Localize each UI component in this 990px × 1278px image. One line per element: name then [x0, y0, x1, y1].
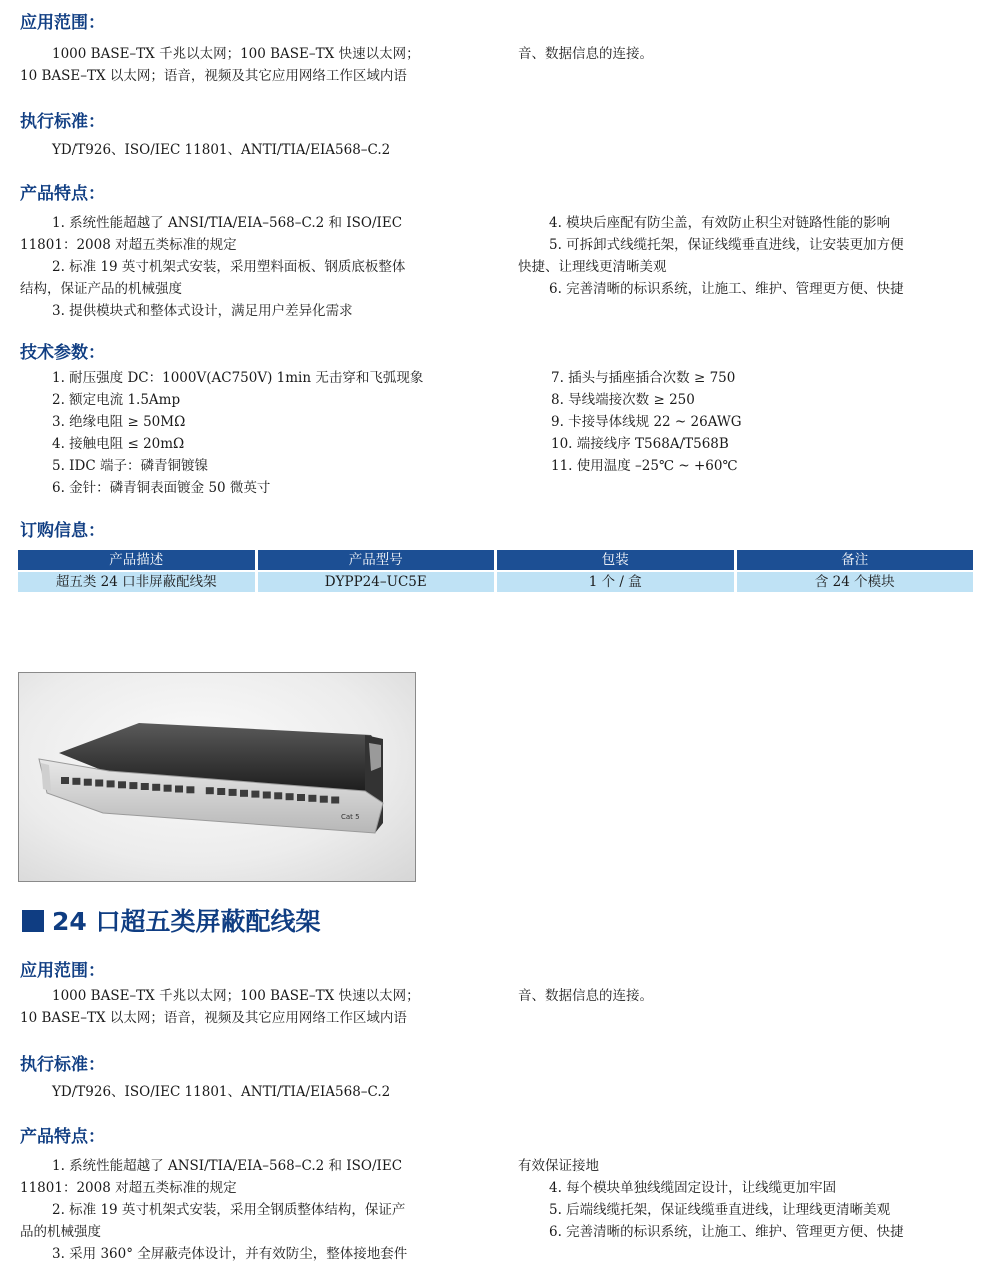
cell-description: 超五类 24 口非屏蔽配线架	[18, 572, 255, 592]
standard-line: YD/T926、ISO/IEC 11801、ANTI/TIA/EIA568–C.2	[52, 1084, 391, 1100]
feature-line: 4. 模块后座配有防尘盖，有效防止积尘对链路性能的影响	[549, 215, 891, 231]
rj45-port	[263, 792, 271, 799]
feature-line: 6. 完善清晰的标识系统，让施工、维护、管理更方便、快捷	[549, 281, 904, 297]
cell-model: DYPP24–UC5E	[258, 572, 495, 592]
rj45-port	[129, 782, 137, 789]
feature-line: 11801：2008 对超五类标准的规定	[20, 1180, 237, 1196]
patch-panel-illustration	[19, 673, 416, 882]
col-description: 产品描述	[18, 550, 255, 570]
spec-line: 5. IDC 端子：磷青铜镀镍	[52, 458, 208, 474]
scope-heading-2: 应用范围：	[20, 961, 105, 981]
rj45-port	[95, 780, 103, 787]
spec-line: 3. 绝缘电阻 ≥ 50MΩ	[52, 414, 186, 430]
order-heading: 订购信息：	[20, 521, 105, 541]
standard-heading: 执行标准：	[20, 112, 105, 132]
product-photo	[18, 672, 416, 882]
rj45-port	[84, 779, 92, 786]
feature-line: 快捷、让理线更清晰美观	[518, 259, 667, 275]
rj45-port	[72, 778, 80, 785]
specs-heading: 技术参数：	[20, 343, 105, 363]
rj45-port	[118, 781, 126, 788]
rj45-port	[240, 790, 248, 797]
table-row	[18, 572, 973, 592]
scope-line-1: 1000 BASE–TX 千兆以太网；100 BASE–TX 快速以太网；	[52, 988, 420, 1004]
rj45-port	[152, 784, 160, 791]
rj45-port	[308, 795, 316, 802]
features-heading-2: 产品特点：	[20, 1127, 105, 1147]
scope-line-3: 音、数据信息的连接。	[518, 46, 653, 62]
panel-label: Cat 5	[341, 813, 360, 821]
spec-line: 7. 插头与插座插合次数 ≥ 750	[551, 370, 736, 386]
feature-line: 有效保证接地	[518, 1158, 599, 1174]
scope-line-2: 10 BASE–TX 以太网；语音，视频及其它应用网络工作区域内语	[20, 1010, 407, 1026]
rj45-port	[61, 777, 69, 784]
spec-line: 8. 导线端接次数 ≥ 250	[551, 392, 695, 408]
feature-line: 结构，保证产品的机械强度	[20, 281, 182, 297]
feature-line: 1. 系统性能超越了 ANSI/TIA/EIA–568–C.2 和 ISO/IEC	[52, 1158, 403, 1174]
cell-remark: 含 24 个模块	[737, 572, 974, 592]
rj45-port	[175, 786, 183, 793]
spec-line: 11. 使用温度 –25℃ ~ +60℃	[551, 458, 738, 474]
rj45-port	[217, 788, 225, 795]
rj45-port	[274, 792, 282, 799]
feature-line: 11801：2008 对超五类标准的规定	[20, 237, 237, 253]
rj45-port	[320, 796, 328, 803]
spec-line: 10. 端接线序 T568A/T568B	[551, 436, 729, 452]
scope-heading: 应用范围：	[20, 13, 105, 33]
feature-line: 3. 采用 360° 全屏蔽壳体设计，并有效防尘，整体接地套件	[52, 1246, 408, 1262]
rj45-port	[286, 793, 294, 800]
order-table	[18, 550, 973, 592]
feature-line: 1. 系统性能超越了 ANSI/TIA/EIA–568–C.2 和 ISO/IEC	[52, 215, 403, 231]
title-square-icon	[22, 910, 44, 932]
feature-line: 品的机械强度	[20, 1224, 101, 1240]
col-package: 包装	[497, 550, 734, 570]
standard-heading-2: 执行标准：	[20, 1055, 105, 1075]
col-remark: 备注	[737, 550, 974, 570]
spec-line: 2. 额定电流 1.5Amp	[52, 392, 181, 408]
scope-line-2: 10 BASE–TX 以太网；语音，视频及其它应用网络工作区域内语	[20, 68, 407, 84]
spec-line: 6. 金针：磷青铜表面镀金 50 微英寸	[52, 480, 271, 496]
spec-line: 9. 卡接导体线规 22 ~ 26AWG	[551, 414, 742, 430]
spec-line: 1. 耐压强度 DC：1000V(AC750V) 1min 无击穿和飞弧现象	[52, 370, 424, 386]
col-model: 产品型号	[258, 550, 495, 570]
feature-line: 2. 标准 19 英寸机架式安装，采用全钢质整体结构，保证产	[52, 1202, 406, 1218]
feature-line: 6. 完善清晰的标识系统，让施工、维护、管理更方便、快捷	[549, 1224, 904, 1240]
rj45-port	[164, 785, 172, 792]
spec-line: 4. 接触电阻 ≤ 20mΩ	[52, 436, 185, 452]
cell-package: 1 个 / 盒	[497, 572, 734, 592]
rj45-port	[186, 786, 194, 793]
feature-line: 2. 标准 19 英寸机架式安装，采用塑料面板、钢质底板整体	[52, 259, 406, 275]
features-heading: 产品特点：	[20, 184, 105, 204]
rj45-port	[229, 789, 237, 796]
feature-line: 4. 每个模块单独线缆固定设计，让线缆更加牢固	[549, 1180, 837, 1196]
section-title	[22, 906, 321, 938]
standard-line: YD/T926、ISO/IEC 11801、ANTI/TIA/EIA568–C.2	[52, 142, 391, 158]
scope-line-1: 1000 BASE–TX 千兆以太网；100 BASE–TX 快速以太网；	[52, 46, 420, 62]
order-table-header	[18, 550, 973, 570]
rj45-port	[297, 794, 305, 801]
feature-line: 3. 提供模块式和整体式设计，满足用户差异化需求	[52, 303, 353, 319]
feature-line: 5. 后端线缆托架，保证线缆垂直进线，让理线更清晰美观	[549, 1202, 891, 1218]
section-title-text: 24 口超五类屏蔽配线架	[52, 907, 321, 936]
rj45-port	[331, 797, 339, 804]
rj45-port	[206, 787, 214, 794]
rj45-port	[107, 780, 115, 787]
feature-line: 5. 可拆卸式线缆托架，保证线缆垂直进线，让安装更加方便	[549, 237, 904, 253]
rj45-port	[251, 791, 259, 798]
rj45-port	[141, 783, 149, 790]
scope-line-3: 音、数据信息的连接。	[518, 988, 653, 1004]
